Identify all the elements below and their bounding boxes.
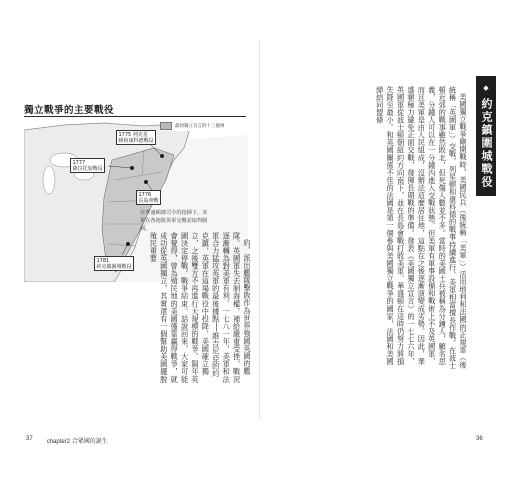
legend-swatch (160, 122, 172, 130)
map-caption: 在華盛頓總司令的指揮下，美軍在各地與英軍交戰並取得勝利。 (140, 210, 208, 232)
map-label-yorktown: 1781 約克鎮圍城戰役 (94, 256, 134, 271)
map-title-rule (24, 116, 246, 117)
map-title: 獨立戰爭的主要戰役 (24, 105, 115, 116)
legend-label: 最初獨立宣言的十三個州 (175, 124, 225, 129)
heading-marker-icon: ◆ (482, 83, 490, 94)
map-label-long-island: 1776 長島會戰 (136, 190, 161, 205)
section-heading-text: 約克鎮圍城戰役 (480, 97, 493, 189)
left-page-paragraph: 約，派出艦隊擊敗作為世界強國英國的艦隊。英國軍失去制海權，補給嚴重受挫，戰況逐漸轉為對美軍有利。一七八一年，美軍和法軍合力猛攻英軍的最後據點──維吉尼亞的約克鎮，英軍在這場戰役中投降，美國確立獨立，之後雙方不再進行大規模的戰爭。隔年英國決定停戰，戰爭結束。話說回來，大家可能會覺得，曾為殖民地的美國僅靠贏得戰爭，就成功從英國獨立，其實還有一個幫助美國擺脫殖民重要 (149, 232, 252, 383)
section-heading (476, 76, 496, 196)
map-label-saratoga: 1777 薩拉托加戰役 (70, 158, 105, 173)
right-page-body (282, 86, 468, 371)
left-page-footer (26, 436, 108, 445)
left-page-number: 37 (26, 436, 33, 442)
map-legend (160, 121, 246, 131)
right-page-footer (476, 436, 483, 442)
left-page-body (120, 232, 252, 384)
book-spine (259, 40, 260, 420)
right-page-paragraph: 美國獨立戰爭剛開戰時，美國民兵（後統稱「美軍」）活用地利和法國的正規軍（後統稱「英國軍」）交戰，列星頓和康科德的戰事持續進行，美軍相當擅長作戰，在波士頓近郊的戰事雖然敗北，但死傷人數並不多。當時的美國士兵被稱為分鐘人，顧名思義，分鐘人可以在一分鐘內進入交戰狀態。但美軍有軍事設備和戰術上不及英國軍，而且美軍是由人民組成，沒辦法這麼居住地，這點在之後逐漸演變成劣勢。因此，華盛頓極力避免正面交戰，發揮長期戰的準備。發表《美國獨立宣言》的一七七六年，英國軍從波士頓朝紐約方向南下，並在長島會戰打敗美軍。華盛頓在這時仍努力將損失降至最小。和英國關係不佳的法國是第一個參與美國獨立戰爭的國家，法國和美國締結同盟條 (375, 86, 468, 370)
right-page-number: 36 (476, 436, 483, 442)
running-chapter-title: chapter2 合眾國的誕生 (46, 439, 108, 445)
map-label-lexington: 1775 列克星 頓和康科德戰役 (116, 130, 156, 145)
